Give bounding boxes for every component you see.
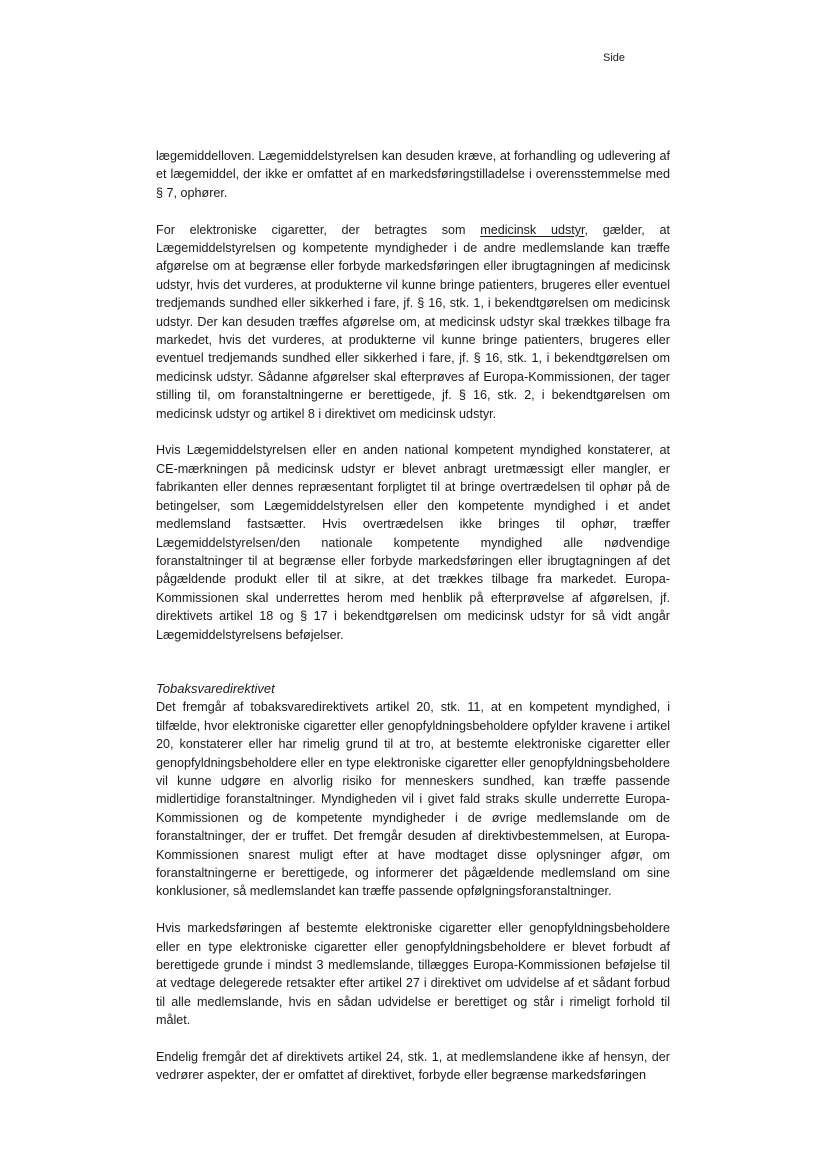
- page-number-label: Side: [603, 52, 626, 64]
- paragraph-text-after-underline: , gælder, at Lægemiddelstyrelsen og kompetente myndigheder i de andre medlemslande kan træffe afgørelse om at begrænse eller forbyde markedsføringen eller ibrugtagningen af medicinsk udstyr, hvis det vurderes, at produkterne vil kunne bringe patienters, brugeres eller eventuel tredjemands sundhed eller sikkerhed i fare, jf. § 16, stk. 1, i bekendtgørelsen om medicinsk udstyr. Der kan desuden træffes afgørelse om, at medicinsk udstyr skal trækkes tilbage fra markedet, hvis det vurderes, at produkterne vil kunne bringe patienters, brugeres eller eventuel tredjemands sundhed eller sikkerhed i fare, jf. § 16, stk. 1, i bekendtgørelsen om medicinsk udstyr. Sådanne afgørelser skal efterprøves af Europa-Kommissionen, der tager stilling til, om foranstaltningerne er berettigede, jf. § 16, stk. 2, i bekendtgørelsen om medicinsk udstyr og artikel 8 i direktivet om medicinsk udstyr.: [156, 222, 670, 421]
- paragraph-elektroniske-cigaretter: [156, 221, 670, 423]
- paragraph-artikel-20: Det fremgår af tobaksvaredirektivets artikel 20, stk. 11, at en kompetent myndighed, i tilfælde, hvor elektroniske cigaretter eller genopfyldningsbeholdere opfylder kravene i artikel 20, konstaterer eller har rimelig grund til at tro, at bestemte elektroniske cigaretter eller genopfyldningsbeholdere eller en type elektroniske cigaretter eller genopfyldningsbeholdere vil kunne udgøre en alvorlig risiko for menneskers sundhed, kan træffe passende midlertidige foranstaltninger. Myndigheden vil i givet fald straks skulle underrette Europa-Kommissionen og de kompetente myndigheder i de øvrige medlemslande om de foranstaltninger, der er truffet. Det fremgår desuden af direktivbestemmelsen, at Europa-Kommissionen snarest muligt efter at have modtaget disse oplysninger afgør, om foranstaltningerne er berettigede, og informerer det pågældende medlemsland om sine konklusioner, så medlemslandet kan træffe passende opfølgningsforanstaltninger.: [156, 700, 670, 899]
- paragraph-delegerede-retsakter: Hvis markedsføringen af bestemte elektroniske cigaretter eller genopfyldningsbeholdere eller en type elektroniske cigaretter eller genopfyldningsbeholdere er blevet forbudt af berettigede grunde i mindst 3 medlemslande, tillægges Europa-Kommissionen beføjelse til at vedtage delegerede retsakter efter artikel 27 i direktivet om udvidelse af et sådant forbud til alle medlemslande, hvis en sådan udvidelse er berettiget og står i rimeligt forhold til målet.: [156, 921, 670, 1028]
- paragraph-artikel-24: Endelig fremgår det af direktivets artikel 24, stk. 1, at medlemslandene ikke af hensyn, der vedrører aspekter, der er omfattet af direktivet, forbyde eller begrænse markedsføringen: [156, 1050, 670, 1083]
- document-body: [156, 147, 670, 1085]
- paragraph-laegemiddelloven: lægemiddelloven. Lægemiddelstyrelsen kan desuden kræve, at forhandling og udlevering af et lægemiddel, der ikke er omfattet af en markedsføringstilladelse i overensstemmelse med § 7, ophører.: [156, 149, 670, 200]
- paragraph-text-before-underline: For elektroniske cigaretter, der betragtes som: [156, 222, 481, 237]
- underlined-term-medicinsk-udstyr: medicinsk udstyr: [480, 222, 585, 237]
- paragraph-ce-maerkning: Hvis Lægemiddelstyrelsen eller en anden national kompetent myndighed konstaterer, at CE-mærkningen på medicinsk udstyr er blevet anbragt uretmæssigt eller mangler, er fabrikanten eller dennes repræsentant forpligtet til at bringe overtrædelsen til ophør på de betingelser, som Lægemiddelstyrelsen eller den kompetente myndighed i et andet medlemsland fastsætter. Hvis overtrædelsen ikke bringes til ophør, træffer Lægemiddelstyrelsen/den nationale kompetente myndighed alle nødvendige foranstaltninger til at begrænse eller forbyde markedsføringen eller ibrugtagningen af det pågældende produkt eller til at sikre, at det trækkes tilbage fra markedet. Europa-Kommissionen skal underrettes herom med henblik på efterprøvelse af afgørelsen, jf. direktivets artikel 18 og § 17 i bekendtgørelsen om medicinsk udstyr for så vidt angår Lægemiddelstyrelsens beføjelser.: [156, 443, 670, 642]
- section-heading-tobaksvaredirektivet: Tobaksvaredirektivet: [156, 680, 275, 696]
